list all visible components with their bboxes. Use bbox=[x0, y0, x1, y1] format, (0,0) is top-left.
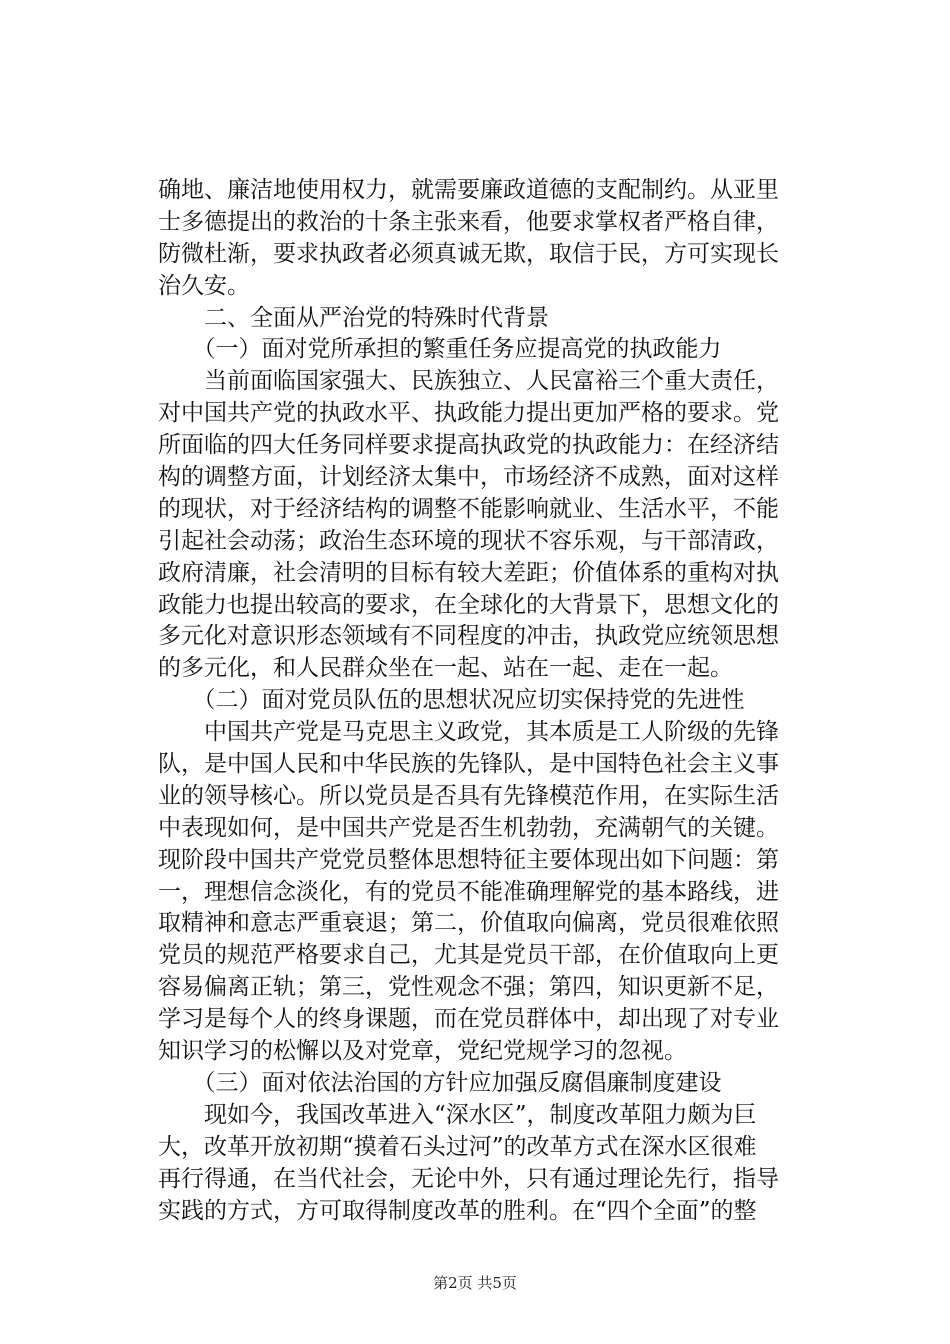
text-line: 学习是每个人的终身课题，而在党员群体中，却出现了对专业 bbox=[158, 1006, 779, 1033]
text-line: 构的调整方面，计划经济太集中，市场经济不成熟，面对这样 bbox=[158, 464, 779, 491]
text-line: 当前面临国家强大、民族独立、人民富裕三个重大责任， bbox=[158, 368, 779, 395]
text-line: 政能力也提出较高的要求，在全球化的大背景下，思想文化的 bbox=[158, 591, 779, 618]
text-line: 取精神和意志严重衰退；第二，价值取向偏离，党员很难依照 bbox=[158, 910, 779, 937]
text-line: 实践的方式，方可取得制度改革的胜利。在“四个全面”的整 bbox=[158, 1197, 757, 1224]
text-line: 业的领导核心。所以党员是否具有先锋模范作用，在实际生活 bbox=[158, 782, 779, 809]
text-line: 中表现如何，是中国共产党是否生机勃勃，充满朝气的关键。 bbox=[158, 814, 779, 841]
text-line: 队，是中国人民和中华民族的先锋队，是中国特色社会主义事 bbox=[158, 751, 779, 778]
text-line: 知识学习的松懈以及对党章，党纪党规学习的忽视。 bbox=[158, 1038, 687, 1065]
text-line: 的多元化，和人民群众坐在一起、站在一起、走在一起。 bbox=[158, 655, 733, 682]
text-line: 现阶段中国共产党党员整体思想特征主要体现出如下问题：第 bbox=[158, 846, 779, 873]
text-line: 多元化对意识形态领域有不同程度的冲击，执政党应统领思想 bbox=[158, 623, 779, 650]
text-line: 引起社会动荡；政治生态环境的现状不容乐观，与干部清政， bbox=[158, 527, 779, 554]
text-line: 再行得通，在当代社会，无论中外，只有通过理论先行，指导 bbox=[158, 1165, 779, 1192]
text-line: 容易偏离正轨；第三，党性观念不强；第四，知识更新不足， bbox=[158, 974, 779, 1001]
text-line: （三）面对依法治国的方针应加强反腐倡廉制度建设 bbox=[158, 1069, 722, 1096]
text-line: 士多德提出的救治的十条主张来看，他要求掌权者严格自律， bbox=[158, 208, 779, 235]
text-line: 的现状，对于经济结构的调整不能影响就业、生活水平，不能 bbox=[158, 495, 779, 522]
text-line: 大，改革开放初期“摸着石头过河”的改革方式在深水区很难 bbox=[158, 1133, 757, 1160]
text-line: 中国共产党是马克思主义政党，其本质是工人阶级的先锋 bbox=[158, 719, 779, 746]
text-line: 政府清廉，社会清明的目标有较大差距；价值体系的重构对执 bbox=[158, 559, 779, 586]
text-line: 对中国共产党的执政水平、执政能力提出更加严格的要求。党 bbox=[158, 400, 779, 427]
text-line: （二）面对党员队伍的思想状况应切实保持党的先进性 bbox=[158, 687, 745, 714]
body-text bbox=[158, 175, 798, 1227]
text-line: 二、全面从严治党的特殊时代背景 bbox=[158, 304, 549, 331]
page-footer: 第2页 共5页 bbox=[433, 1274, 517, 1292]
text-line: 党员的规范严格要求自己，尤其是党员干部，在价值取向上更 bbox=[158, 942, 779, 969]
text-line: 所面临的四大任务同样要求提高执政党的执政能力：在经济结 bbox=[158, 432, 779, 459]
text-line: （一）面对党所承担的繁重任务应提高党的执政能力 bbox=[158, 336, 722, 363]
text-line: 现如今，我国改革进入“深水区”，制度改革阻力颇为巨 bbox=[158, 1101, 757, 1128]
text-line: 确地、廉洁地使用权力，就需要廉政道德的支配制约。从亚里 bbox=[158, 177, 779, 203]
text-line: 防微杜渐，要求执政者必须真诚无欺，取信于民，方可实现长 bbox=[158, 240, 779, 267]
text-line: 治久安。 bbox=[158, 272, 250, 299]
text-line: 一，理想信念淡化，有的党员不能准确理解党的基本路线，进 bbox=[158, 878, 779, 905]
